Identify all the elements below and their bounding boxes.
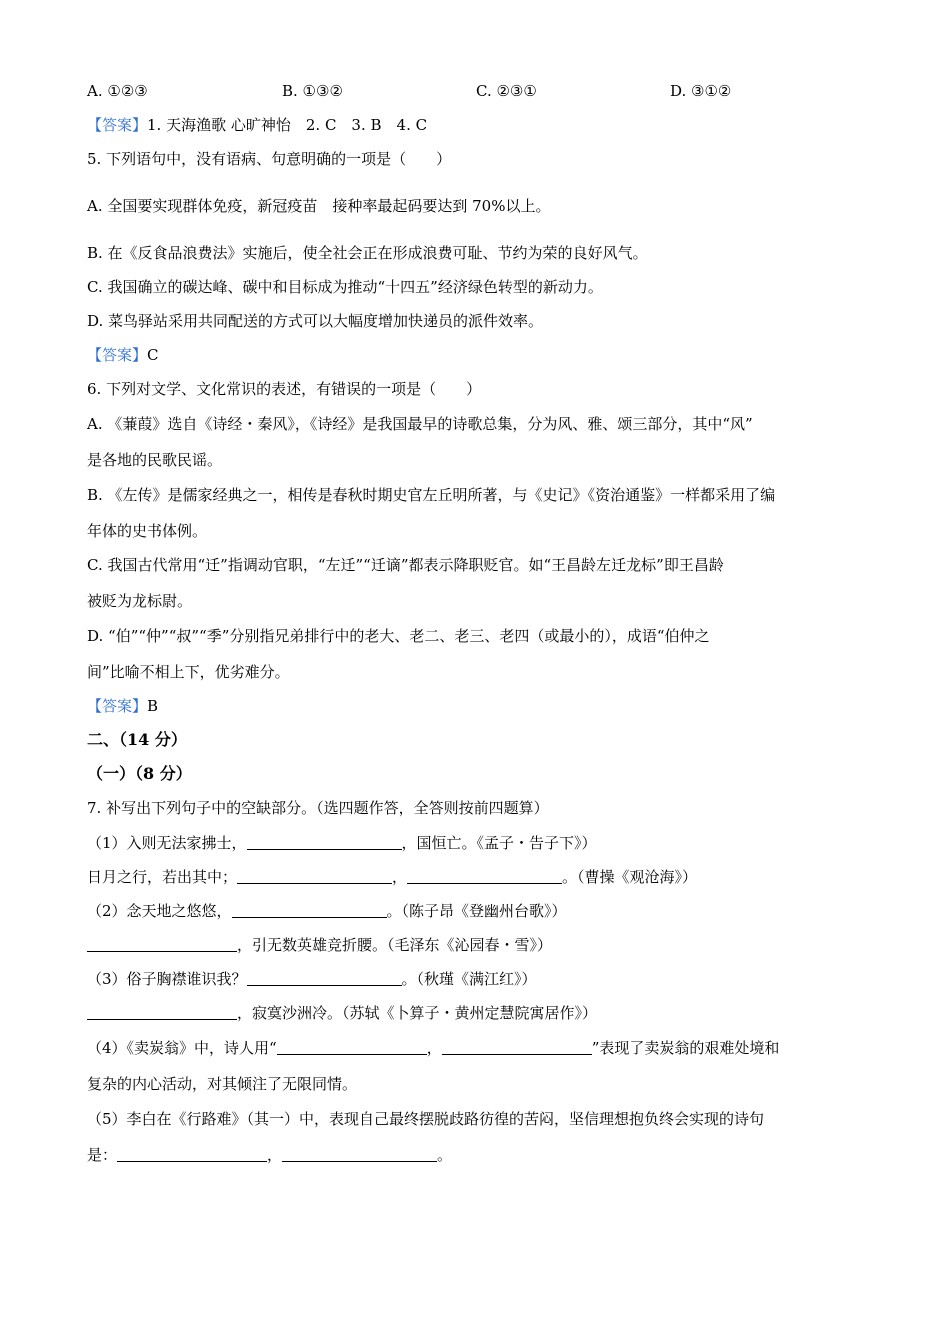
q6-option-a-line2: 是各地的民歌民谣。	[87, 451, 223, 469]
text: 是：	[87, 1146, 118, 1164]
text: （1）入则无法家拂士，	[87, 834, 247, 852]
text: 日月之行，若出其中；	[87, 868, 238, 886]
q6-option-c-line1: C. 我国古代常用“迁”指调动官职，“左迁”“迁谪”都表示降职贬官。如“王昌龄左迁龙标”即王昌龄	[87, 556, 724, 574]
fill-blank[interactable]	[117, 1147, 267, 1162]
fill-blank[interactable]	[237, 869, 392, 884]
q7-line-7	[87, 1038, 779, 1058]
q5-option-d: D. 菜鸟驿站采用共同配送的方式可以大幅度增加快递员的派件效率。	[87, 312, 544, 330]
answer-text: C	[147, 346, 159, 364]
q5-answer	[87, 345, 159, 365]
text: ，	[392, 868, 408, 886]
q5-option-a: A. 全国要实现群体免疫，新冠疫苗 接种率最起码要达到 70%以上。	[87, 197, 551, 215]
q6-answer	[87, 696, 158, 716]
answer-tag: 【答案】	[87, 116, 148, 134]
text: ，	[267, 1146, 283, 1164]
text: 。	[437, 1146, 453, 1164]
answer-text: B	[147, 697, 159, 715]
q4-option-b: B. ①③②	[282, 82, 343, 100]
answer-tag: 【答案】	[87, 346, 148, 364]
q6-stem: 6. 下列对文学、文化常识的表述，有错误的一项是（ ）	[87, 380, 482, 398]
fill-blank[interactable]	[442, 1040, 592, 1055]
q5-option-c: C. 我国确立的碳达峰、碳中和目标成为推动“十四五”经济绿色转型的新动力。	[87, 278, 603, 296]
q7-line-1	[87, 833, 597, 853]
answer-tag: 【答案】	[87, 697, 148, 715]
q4-option-a: A. ①②③	[87, 82, 148, 100]
q7-line-6	[87, 1003, 597, 1023]
q4-option-c: C. ②③①	[476, 82, 537, 100]
section-2-1-heading: （一）（8 分）	[87, 764, 192, 783]
fill-blank[interactable]	[247, 835, 402, 850]
q6-option-c-line2: 被贬为龙标尉。	[87, 592, 193, 610]
answer-block-1-4	[87, 115, 427, 135]
q7-line-9: （5）李白在《行路难》（其一）中，表现自己最终摆脱歧路彷徨的苦闷，坚信理想抱负终会实现的诗句	[87, 1110, 765, 1128]
text: 。（曹操《观沧海》）	[562, 868, 698, 886]
q7-stem: 7. 补写出下列句子中的空缺部分。（选四题作答，全答则按前四题算）	[87, 799, 549, 817]
fill-blank[interactable]	[87, 1005, 237, 1020]
q4-option-d: D. ③①②	[670, 82, 732, 100]
fill-blank[interactable]	[87, 937, 237, 952]
q7-line-4	[87, 935, 552, 955]
q6-option-d-line2: 间”比喻不相上下，优劣难分。	[87, 663, 290, 681]
text: ，引无数英雄竞折腰。（毛泽东《沁园春・雪》）	[237, 936, 553, 954]
section-2-heading: 二、（14 分）	[87, 730, 187, 749]
q7-line-3	[87, 901, 567, 921]
fill-blank[interactable]	[282, 1147, 437, 1162]
q6-option-b-line2: 年体的史书体例。	[87, 522, 208, 540]
text: ，国恒亡。《孟子・告子下》）	[401, 834, 597, 852]
fill-blank[interactable]	[407, 869, 562, 884]
q7-line-5	[87, 969, 537, 989]
text: 。（秋瑾《满江红》）	[401, 970, 537, 988]
q7-line-2	[87, 867, 697, 887]
text: ，	[426, 1039, 442, 1057]
q5-stem: 5. 下列语句中，没有语病、句意明确的一项是（ ）	[87, 150, 452, 168]
text: ，寂寞沙洲冷。（苏轼《卜算子・黄州定慧院寓居作》）	[237, 1004, 598, 1022]
q7-line-8: 复杂的内心活动，对其倾注了无限同情。	[87, 1075, 358, 1093]
text: （4）《卖炭翁》中，诗人用“	[87, 1039, 277, 1057]
text: （2）念天地之悠悠，	[87, 902, 232, 920]
fill-blank[interactable]	[247, 971, 402, 986]
q6-option-d-line1: D. “伯”“仲”“叔”“季”分别指兄弟排行中的老大、老二、老三、老四（或最小的），成语“伯仲之	[87, 627, 710, 645]
answer-text: 1. 天海渔歌 心旷神怡 2. C 3. B 4. C	[147, 116, 428, 134]
fill-blank[interactable]	[277, 1040, 427, 1055]
q5-option-b: B. 在《反食品浪费法》实施后，使全社会正在形成浪费可耻、节约为荣的良好风气。	[87, 244, 648, 262]
text: ”表现了卖炭翁的艰难处境和	[591, 1039, 780, 1057]
q6-option-a-line1: A. 《蒹葭》选自《诗经・秦风》，《诗经》是我国最早的诗歌总集，分为风、雅、颂三部分，其中“风”	[87, 415, 753, 433]
text: 。（陈子昂《登幽州台歌》）	[386, 902, 567, 920]
q6-option-b-line1: B. 《左传》是儒家经典之一，相传是春秋时期史官左丘明所著，与《史记》《资治通鉴》一样都采用了编	[87, 486, 776, 504]
text: （3）俗子胸襟谁识我？	[87, 970, 247, 988]
fill-blank[interactable]	[232, 903, 387, 918]
q7-line-10	[87, 1145, 452, 1165]
